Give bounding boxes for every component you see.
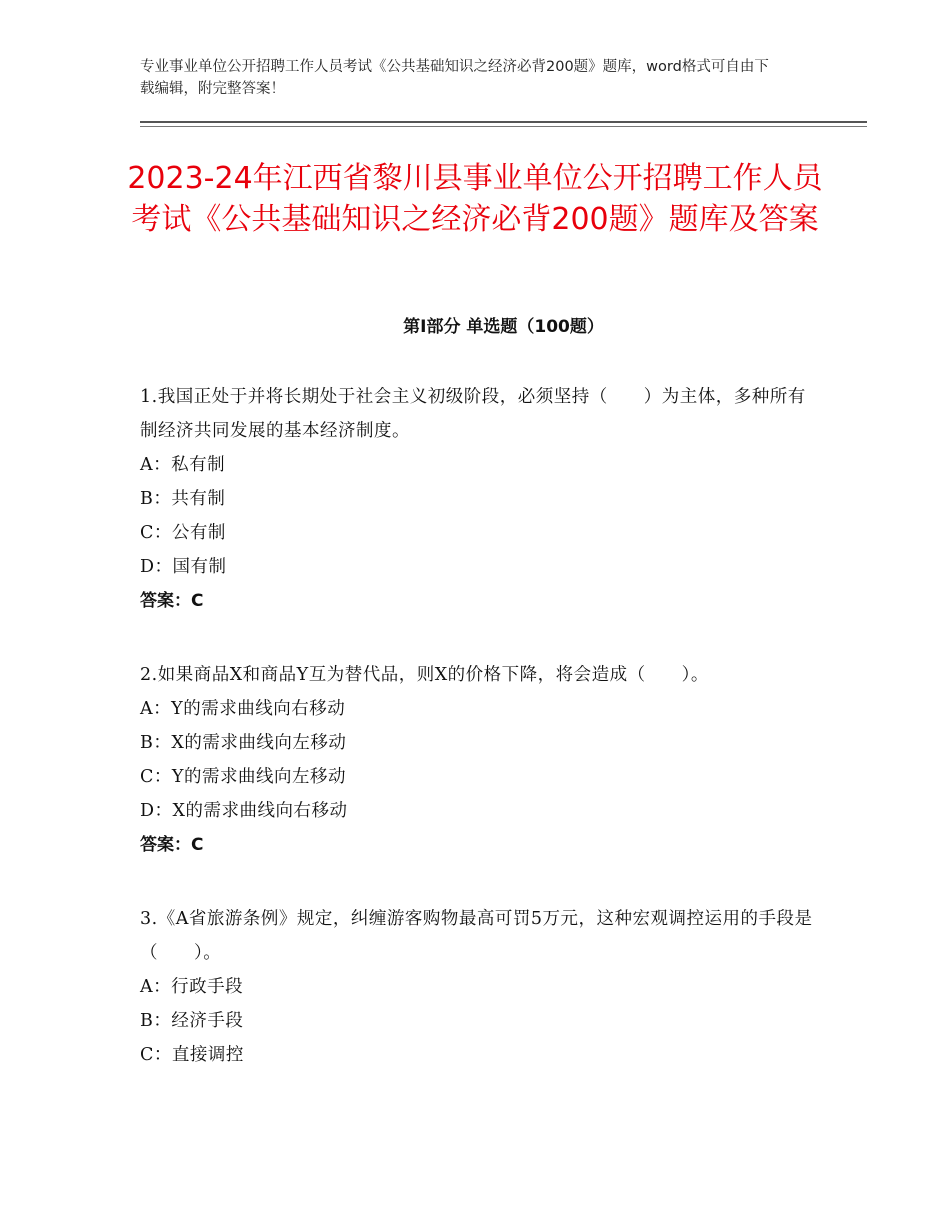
- header-note: 专业事业单位公开招聘工作人员考试《公共基础知识之经济必背200题》题库，word格式可自由下载编辑，附完整答案！: [140, 59, 769, 97]
- option-d: D：国有制: [140, 557, 227, 577]
- option-b: B：共有制: [140, 489, 226, 509]
- option-c: C：公有制: [140, 523, 226, 543]
- option-b: B：经济手段: [140, 1011, 244, 1031]
- question-stem: 2.如果商品X和商品Y互为替代品，则X的价格下降，将会造成（ ）。: [140, 665, 709, 685]
- answer: 答案：C: [140, 835, 204, 855]
- option-c: C：Y的需求曲线向左移动: [140, 767, 346, 787]
- header-divider-thick: [140, 121, 867, 123]
- document-title: 2023-24年江西省黎川县事业单位公开招聘工作人员考试《公共基础知识之经济必背200题》题库及答案: [127, 161, 823, 237]
- answer: 答案：C: [140, 591, 204, 611]
- question-1: [140, 380, 820, 618]
- option-a: A：Y的需求曲线向右移动: [140, 699, 346, 719]
- option-a: A：私有制: [140, 455, 226, 475]
- option-c: C：直接调控: [140, 1045, 244, 1065]
- option-a: A：行政手段: [140, 977, 244, 997]
- header-divider-thin: [140, 126, 867, 127]
- option-b: B：X的需求曲线向左移动: [140, 733, 347, 753]
- option-d: D：X的需求曲线向右移动: [140, 801, 348, 821]
- question-stem: 3.《A省旅游条例》规定，纠缠游客购物最高可罚5万元，这种宏观调控运用的手段是（ ）。: [140, 909, 813, 963]
- question-stem: 1.我国正处于并将长期处于社会主义初级阶段，必须坚持（ ）为主体，多种所有制经济共同发展的基本经济制度。: [140, 387, 806, 441]
- question-3: [140, 902, 820, 1072]
- section-title: 第Ⅰ部分 单选题（100题）: [403, 317, 604, 337]
- question-list: [140, 380, 820, 1112]
- question-2: [140, 658, 820, 862]
